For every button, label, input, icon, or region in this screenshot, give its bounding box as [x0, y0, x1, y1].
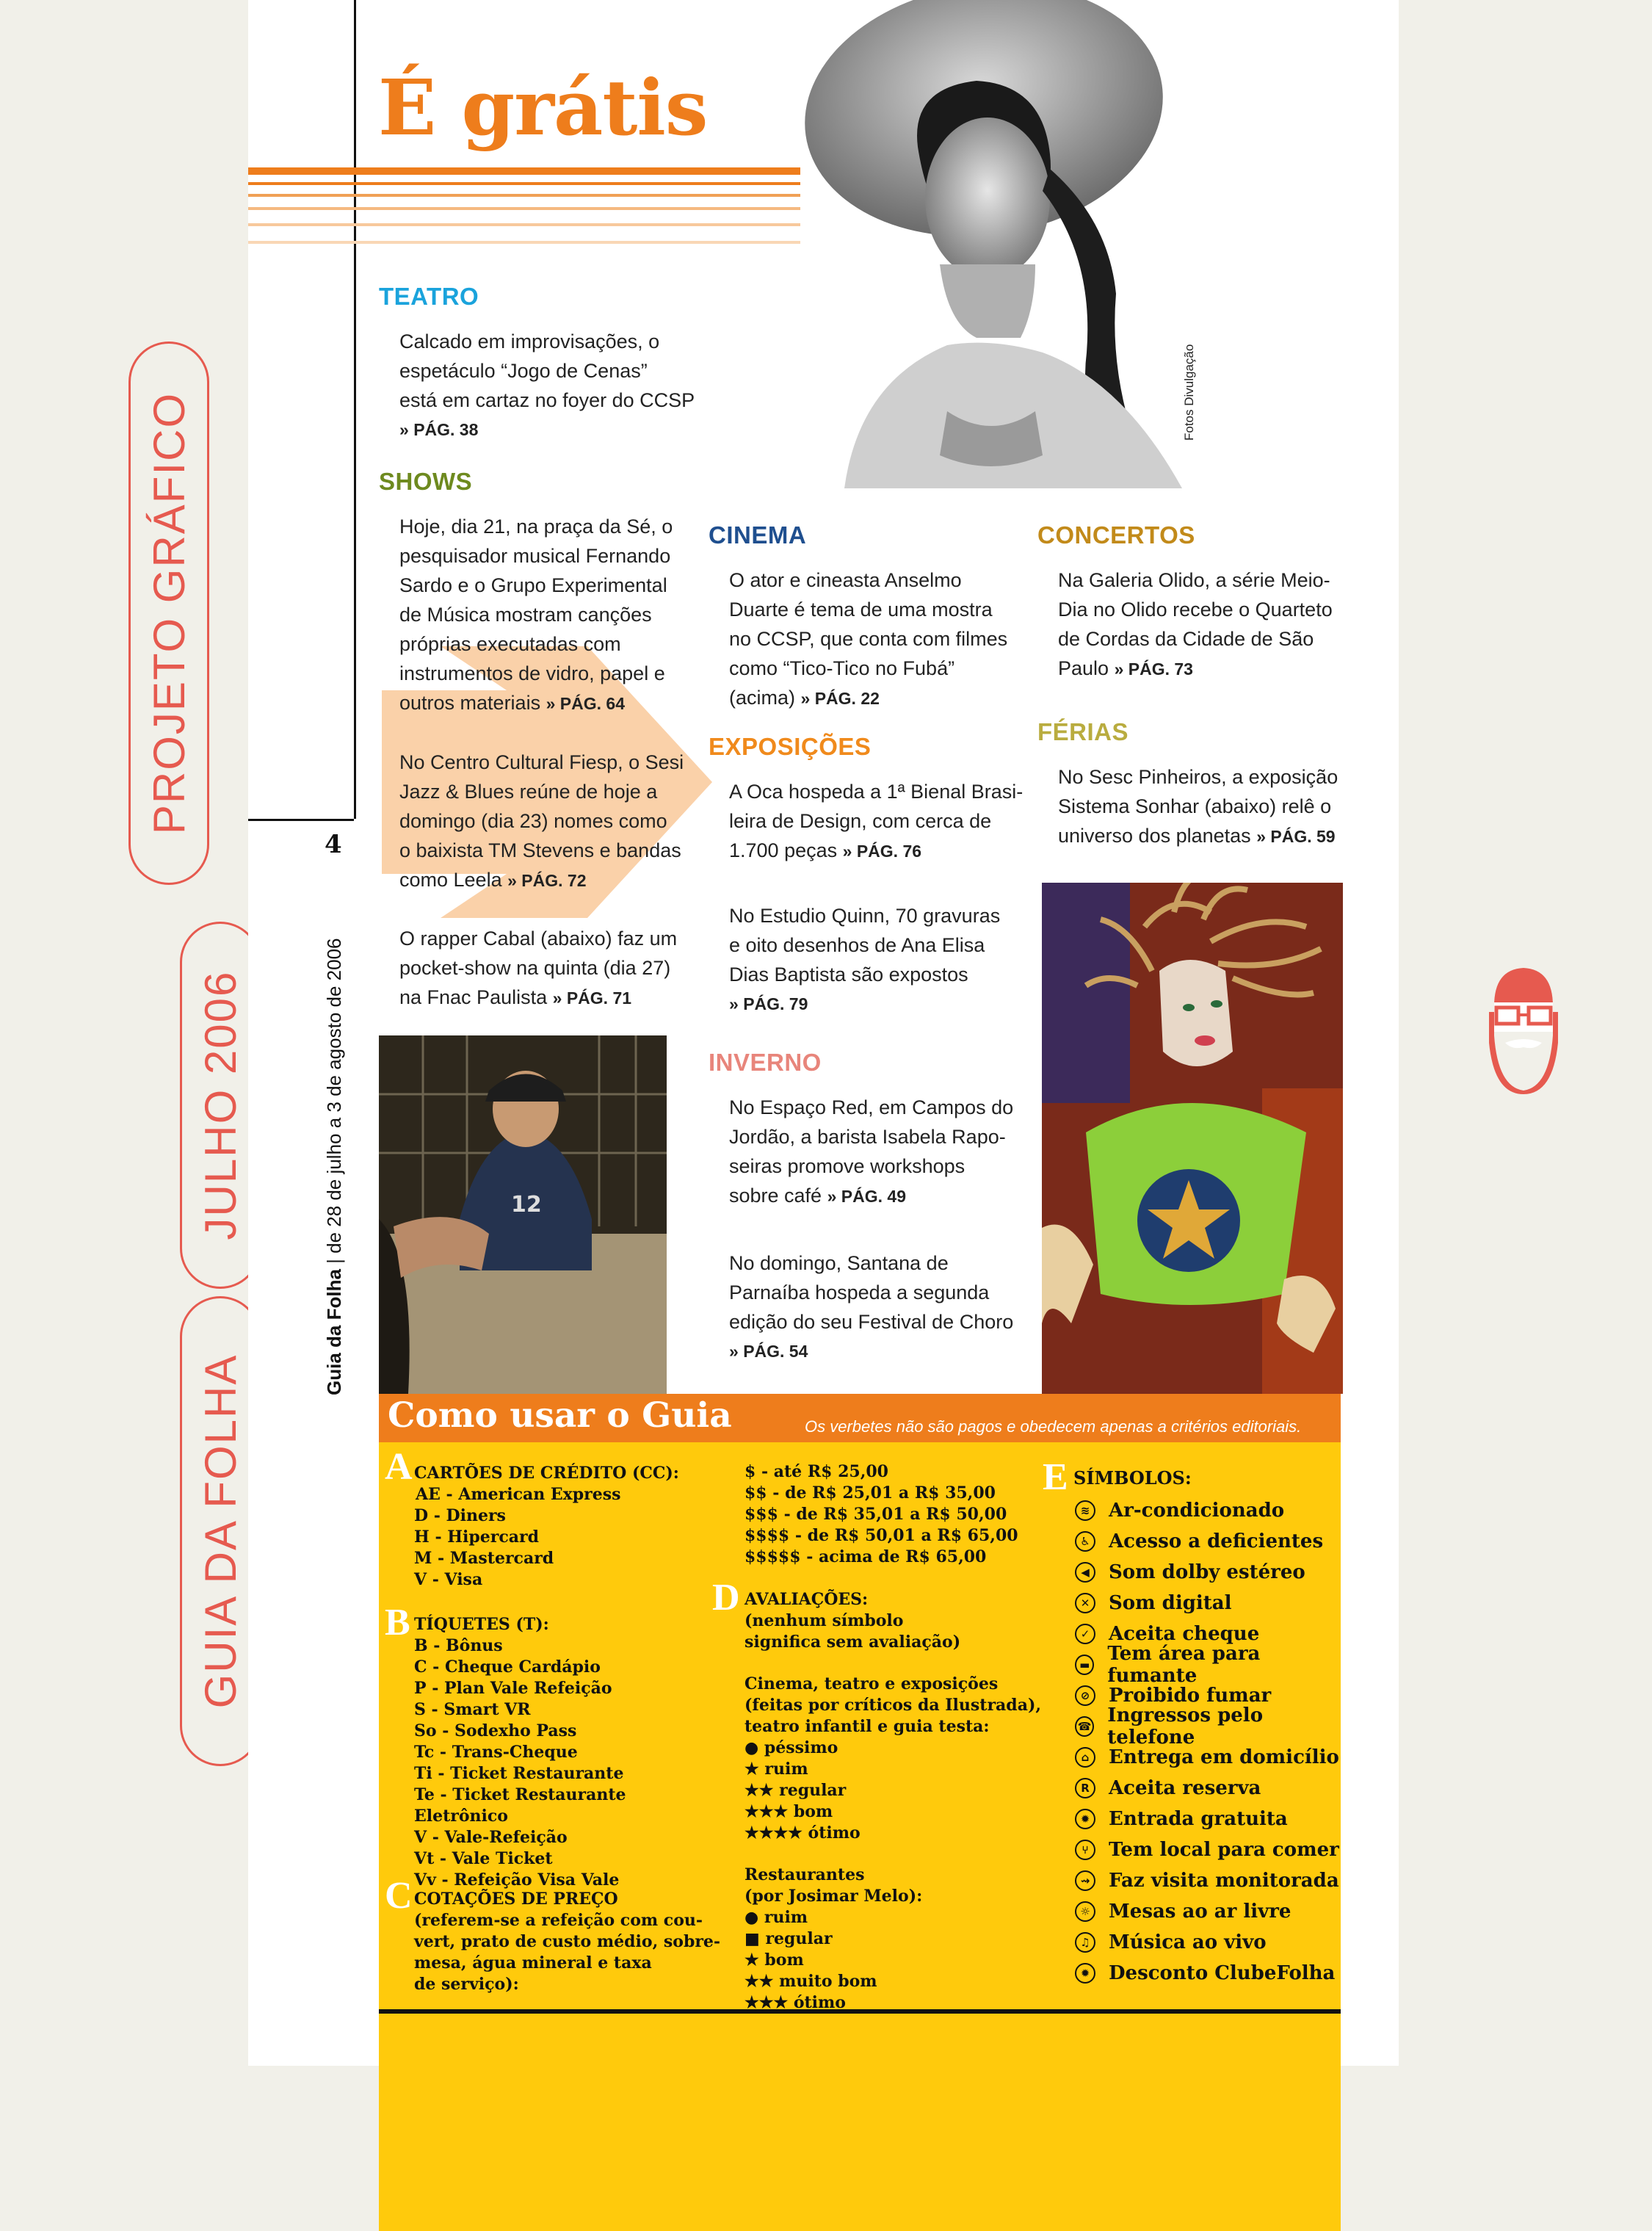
text-line: próprias executadas com — [399, 633, 621, 655]
page-ref-link[interactable]: » PÁG. 38 — [399, 420, 479, 439]
text-line: de Cordas da Cidade de São — [1058, 628, 1314, 650]
price-quotes-block — [414, 1889, 722, 1995]
symbol-label: Entrada gratuita — [1109, 1808, 1288, 1830]
credit-cards-block — [414, 1463, 722, 1591]
concertos-item — [1058, 565, 1366, 684]
page-ref-link[interactable]: » PÁG. 54 — [729, 1342, 808, 1361]
text-line: leira de Design, com cerca de — [729, 810, 992, 832]
symbol-label: Acesso a deficientes — [1109, 1530, 1324, 1552]
folio-name: Guia da Folha — [323, 1269, 345, 1395]
smoking-area-icon: ▬ — [1075, 1655, 1094, 1675]
symbol-item — [1075, 1742, 1339, 1773]
rating-item: ★ ruim — [745, 1760, 808, 1779]
text-line: No domingo, Santana de — [729, 1252, 949, 1274]
text-line: No Estudio Quinn, 70 gravuras — [729, 905, 1001, 927]
text-line: Jordão, a barista Isabela Rapo- — [729, 1126, 1006, 1148]
card-item: D - Diners — [414, 1506, 506, 1525]
symbol-item — [1075, 1958, 1339, 1989]
rating-item: ■ regular — [745, 1929, 833, 1948]
text-line: Hoje, dia 21, na praça da Sé, o — [399, 516, 673, 538]
symbol-label: Faz visita monitorada — [1109, 1870, 1339, 1892]
text-line: de Música mostram canções — [399, 604, 652, 626]
rating-item: ★★ muito bom — [745, 1972, 877, 1991]
text-line: Restaurantes — [745, 1865, 865, 1884]
text-line: No Sesc Pinheiros, a exposição — [1058, 766, 1338, 788]
exposicoes-item — [729, 777, 1037, 866]
text-line: está em cartaz no foyer do CCSP — [399, 389, 695, 411]
speaker-icon: ◀ — [1075, 1562, 1095, 1583]
symbol-label: Música ao vivo — [1109, 1931, 1267, 1953]
page-ref-link[interactable]: » PÁG. 79 — [729, 994, 808, 1013]
rating-item: ★★★ ótimo — [745, 1993, 846, 2012]
page-ref-link[interactable]: » PÁG. 64 — [546, 694, 625, 713]
symbol-label: Mesas ao ar livre — [1109, 1901, 1291, 1923]
symbol-label: Ingressos pelo telefone — [1107, 1704, 1264, 1749]
text-line: (acima) — [729, 687, 796, 709]
page-ref-link[interactable]: » PÁG. 22 — [800, 689, 880, 708]
outdoor-icon: ☼ — [1075, 1901, 1095, 1922]
text-line: No Centro Cultural Fiesp, o Sesi — [399, 751, 684, 773]
text-line: teatro infantil e guia testa: — [745, 1717, 990, 1736]
price-range: $ - até R$ 25,00 — [745, 1462, 888, 1481]
text-line: O ator e cineasta Anselmo — [729, 569, 962, 591]
inverno-item — [729, 1093, 1037, 1211]
tickets-block — [414, 1614, 722, 1891]
folio-date: de 28 de julho a 3 de agosto de 2006 — [323, 938, 345, 1254]
exposicoes-item — [729, 901, 1037, 1019]
symbol-label: Tem área para fumante — [1107, 1643, 1261, 1687]
symbol-item — [1075, 1704, 1339, 1749]
free-entry-icon: ✹ — [1075, 1809, 1095, 1829]
text-line: (referem-se a refeição com cou- — [414, 1911, 703, 1930]
rating-item: ● ruim — [745, 1908, 808, 1927]
text-line: Dia no Olido recebe o Quarteto — [1058, 599, 1333, 621]
text-line: espetáculo “Jogo de Cenas” — [399, 360, 648, 382]
symbol-item — [1075, 1526, 1339, 1557]
section-letter-b: B — [385, 1602, 410, 1644]
text-line: (nenhum símbolo — [745, 1611, 904, 1630]
text-line: domingo (dia 23) nomes como — [399, 810, 667, 832]
text-line: significa sem avaliação) — [745, 1632, 961, 1652]
symbol-item — [1075, 1896, 1339, 1927]
how-to-use-note: Os verbetes não são pagos e obedecem apenas a critérios editoriais. — [805, 1417, 1302, 1436]
text-line: pocket-show na quinta (dia 27) — [399, 957, 671, 979]
how-to-use-title: Como usar o Guia — [388, 1395, 732, 1436]
sidebar-label-julho-2006: JULHO 2006 — [180, 922, 261, 1289]
text-line: Dias Baptista são expostos — [729, 963, 968, 986]
text-line: edição do seu Festival de Choro — [729, 1311, 1014, 1333]
page-ref-link[interactable]: » PÁG. 49 — [827, 1187, 906, 1206]
ferias-item — [1058, 762, 1366, 851]
text-line: A Oca hospeda a 1ª Bienal Brasi- — [729, 781, 1024, 803]
credit-cards-heading: CARTÕES DE CRÉDITO (CC): — [414, 1464, 679, 1483]
ticket-item: V - Vale-Refeição — [414, 1828, 568, 1847]
text-line: vert, prato de custo médio, sobre- — [414, 1932, 721, 1951]
inverno-item — [729, 1248, 1037, 1366]
ticket-item: So - Sodexho Pass — [414, 1721, 577, 1740]
text-line: (feitas por críticos da Ilustrada), — [745, 1696, 1042, 1715]
text-line: outros materiais — [399, 692, 541, 714]
photo-credit: Fotos Divulgação — [1182, 344, 1196, 441]
live-music-icon: ♫ — [1075, 1932, 1095, 1953]
ratings-block — [745, 1589, 1053, 2014]
ticket-item: P - Plan Vale Refeição — [414, 1679, 612, 1698]
page-number: 4 — [325, 830, 342, 859]
page-ref-link[interactable]: » PÁG. 72 — [507, 871, 587, 890]
sidebar-label-projeto-grafico: PROJETO GRÁFICO — [128, 341, 209, 885]
text-line: Cinema, teatro e exposições — [745, 1674, 999, 1693]
ticket-item: B - Bônus — [414, 1636, 503, 1655]
text-line: seiras promove workshops — [729, 1155, 966, 1177]
clubefolha-icon: ✹ — [1075, 1963, 1095, 1984]
folio-text: Guia da Folha | de 28 de julho a 3 de agosto de 2006 — [323, 938, 345, 1395]
symbol-label: Aceita reserva — [1109, 1777, 1261, 1799]
symbol-item — [1075, 1865, 1339, 1896]
symbols-heading: SÍMBOLOS: — [1073, 1467, 1192, 1489]
ticket-item: Vt - Vale Ticket — [414, 1849, 553, 1868]
ticket-item: S - Smart VR — [414, 1700, 531, 1719]
text-line: No Espaço Red, em Campos do — [729, 1096, 1014, 1118]
price-range: $$$ - de R$ 35,01 a R$ 50,00 — [745, 1505, 1007, 1524]
wheelchair-icon: ♿ — [1075, 1531, 1095, 1552]
no-smoking-icon: ⊘ — [1075, 1685, 1095, 1706]
symbol-label: Som dolby estéreo — [1109, 1561, 1305, 1583]
symbol-item — [1075, 1804, 1339, 1834]
text-line: mesa, água mineral e taxa — [414, 1953, 652, 1973]
page-ref-link[interactable]: » PÁG. 59 — [1256, 827, 1336, 846]
symbol-item — [1075, 1773, 1339, 1804]
price-ranges-block — [745, 1461, 1038, 1568]
symbol-item — [1075, 1834, 1339, 1865]
folio-horizontal-rule — [248, 819, 354, 821]
section-letter-a: A — [385, 1446, 413, 1488]
text-line: Jazz & Blues reúne de hoje a — [399, 781, 658, 803]
photo-actress-hat — [800, 0, 1241, 488]
text-line: de serviço): — [414, 1975, 519, 1994]
reservation-icon: R — [1075, 1778, 1095, 1798]
card-item: AE - American Express — [416, 1485, 621, 1504]
rating-item: ● péssimo — [745, 1738, 838, 1757]
tickets-heading: TÍQUETES (T): — [414, 1615, 549, 1634]
section-letter-c: C — [385, 1875, 413, 1917]
text-line: Parnaíba hospeda a segunda — [729, 1281, 990, 1303]
text-line: (por Josimar Melo): — [745, 1887, 923, 1906]
page-ref-link[interactable]: » PÁG. 73 — [1114, 659, 1193, 679]
check-icon: ✓ — [1075, 1624, 1095, 1644]
text-line: e oito desenhos de Ana Elisa — [729, 934, 985, 956]
symbol-label: Proibido fumar — [1109, 1685, 1272, 1707]
shows-item — [399, 924, 722, 1013]
section-heading-teatro: TEATRO — [379, 283, 479, 310]
text-line: Calcado em improvisações, o — [399, 330, 660, 352]
symbol-label: Som digital — [1109, 1592, 1232, 1614]
symbol-label: Entrega em domicílio — [1109, 1746, 1339, 1768]
section-letter-e: E — [1043, 1456, 1068, 1498]
text-line: Sardo e o Grupo Experimental — [399, 574, 667, 596]
bearded-face-icon — [1483, 962, 1564, 1094]
section-heading-shows: SHOWS — [379, 468, 473, 495]
rating-item: ★★★★ ótimo — [745, 1823, 861, 1843]
text-line: Sistema Sonhar (abaixo) relê o — [1058, 795, 1332, 817]
ticket-item: Te - Ticket Restaurante Eletrônico — [414, 1785, 626, 1826]
price-quotes-heading: COTAÇÕES DE PREÇO — [414, 1890, 618, 1909]
text-line: o baixista TM Stevens e bandas — [399, 839, 681, 861]
page-ref-link[interactable]: » PÁG. 71 — [552, 988, 632, 1008]
cinema-item — [729, 565, 1037, 713]
symbols-list — [1075, 1495, 1339, 1989]
text-line: como “Tico-Tico no Fubá” — [729, 657, 955, 679]
text-line: Paulo — [1058, 657, 1109, 679]
symbol-item — [1075, 1557, 1339, 1588]
symbol-label: Tem local para comer — [1109, 1839, 1339, 1861]
section-heading-cinema: CINEMA — [709, 521, 807, 549]
digital-sound-icon: ✕ — [1075, 1593, 1095, 1613]
food-icon: ⑂ — [1075, 1840, 1095, 1860]
ticket-item: C - Cheque Cardápio — [414, 1657, 601, 1677]
photo-rapper-cabal — [379, 1035, 667, 1394]
text-line: como Leela — [399, 869, 502, 891]
photo-sistema-sonhar — [1042, 883, 1343, 1394]
section-heading-concertos: CONCERTOS — [1037, 521, 1195, 549]
text-line: sobre café — [729, 1185, 822, 1207]
shows-item — [399, 512, 722, 718]
text-line: universo dos planetas — [1058, 825, 1251, 847]
delivery-icon: ⌂ — [1075, 1747, 1095, 1768]
symbol-label: Ar-condicionado — [1109, 1500, 1285, 1522]
teatro-item — [399, 327, 708, 444]
air-conditioning-icon: ≋ — [1075, 1500, 1095, 1521]
symbol-label: Aceita cheque — [1109, 1623, 1260, 1645]
ticket-item: Ti - Ticket Restaurante — [414, 1764, 624, 1783]
card-item: M - Mastercard — [414, 1549, 554, 1568]
sidebar-label-guia-da-folha: GUIA DA FOLHA — [180, 1296, 261, 1766]
guided-tour-icon: ⇝ — [1075, 1870, 1095, 1891]
text-line: no CCSP, que conta com filmes — [729, 628, 1008, 650]
text-line: O rapper Cabal (abaixo) faz um — [399, 928, 678, 950]
svg-text:12: 12 — [511, 1192, 542, 1218]
section-heading-inverno: INVERNO — [709, 1049, 822, 1076]
price-range: $$$$$ - acima de R$ 65,00 — [745, 1547, 987, 1566]
section-letter-d: D — [712, 1577, 740, 1619]
phone-tickets-icon: ☎ — [1075, 1716, 1094, 1737]
text-line: Duarte é tema de uma mostra — [729, 599, 993, 621]
symbol-item — [1075, 1495, 1339, 1526]
symbol-item — [1075, 1927, 1339, 1958]
price-range: $$$$ - de R$ 50,01 a R$ 65,00 — [745, 1526, 1018, 1545]
rating-item: ★ bom — [745, 1950, 804, 1970]
price-range: $$ - de R$ 25,01 a R$ 35,00 — [745, 1483, 996, 1503]
text-line: Na Galeria Olido, a série Meio- — [1058, 569, 1330, 591]
rating-item: ★★★ bom — [745, 1802, 833, 1821]
symbol-item — [1075, 1643, 1339, 1687]
section-heading-exposicoes: EXPOSIÇÕES — [709, 733, 872, 760]
shows-item — [399, 748, 722, 895]
ratings-heading: AVALIAÇÕES: — [745, 1590, 869, 1609]
page-title: É grátis — [378, 62, 708, 153]
section-heading-ferias: FÉRIAS — [1037, 718, 1129, 745]
top-vertical-rule — [354, 0, 356, 819]
symbol-item — [1075, 1588, 1339, 1619]
symbol-label: Desconto ClubeFolha — [1109, 1962, 1336, 1984]
text-line: na Fnac Paulista — [399, 986, 548, 1008]
page-ref-link[interactable]: » PÁG. 76 — [842, 842, 922, 861]
card-item: H - Hipercard — [414, 1527, 539, 1547]
text-line: pesquisador musical Fernando — [399, 545, 671, 567]
text-line: 1.700 peças — [729, 839, 838, 861]
card-item: V - Visa — [414, 1570, 483, 1589]
text-line: instrumentos de vidro, papel e — [399, 662, 665, 684]
rating-item: ★★ regular — [745, 1781, 847, 1800]
ticket-item: Vv - Refeição Visa Vale — [414, 1870, 620, 1890]
ticket-item: Tc - Trans-Cheque — [414, 1743, 578, 1762]
